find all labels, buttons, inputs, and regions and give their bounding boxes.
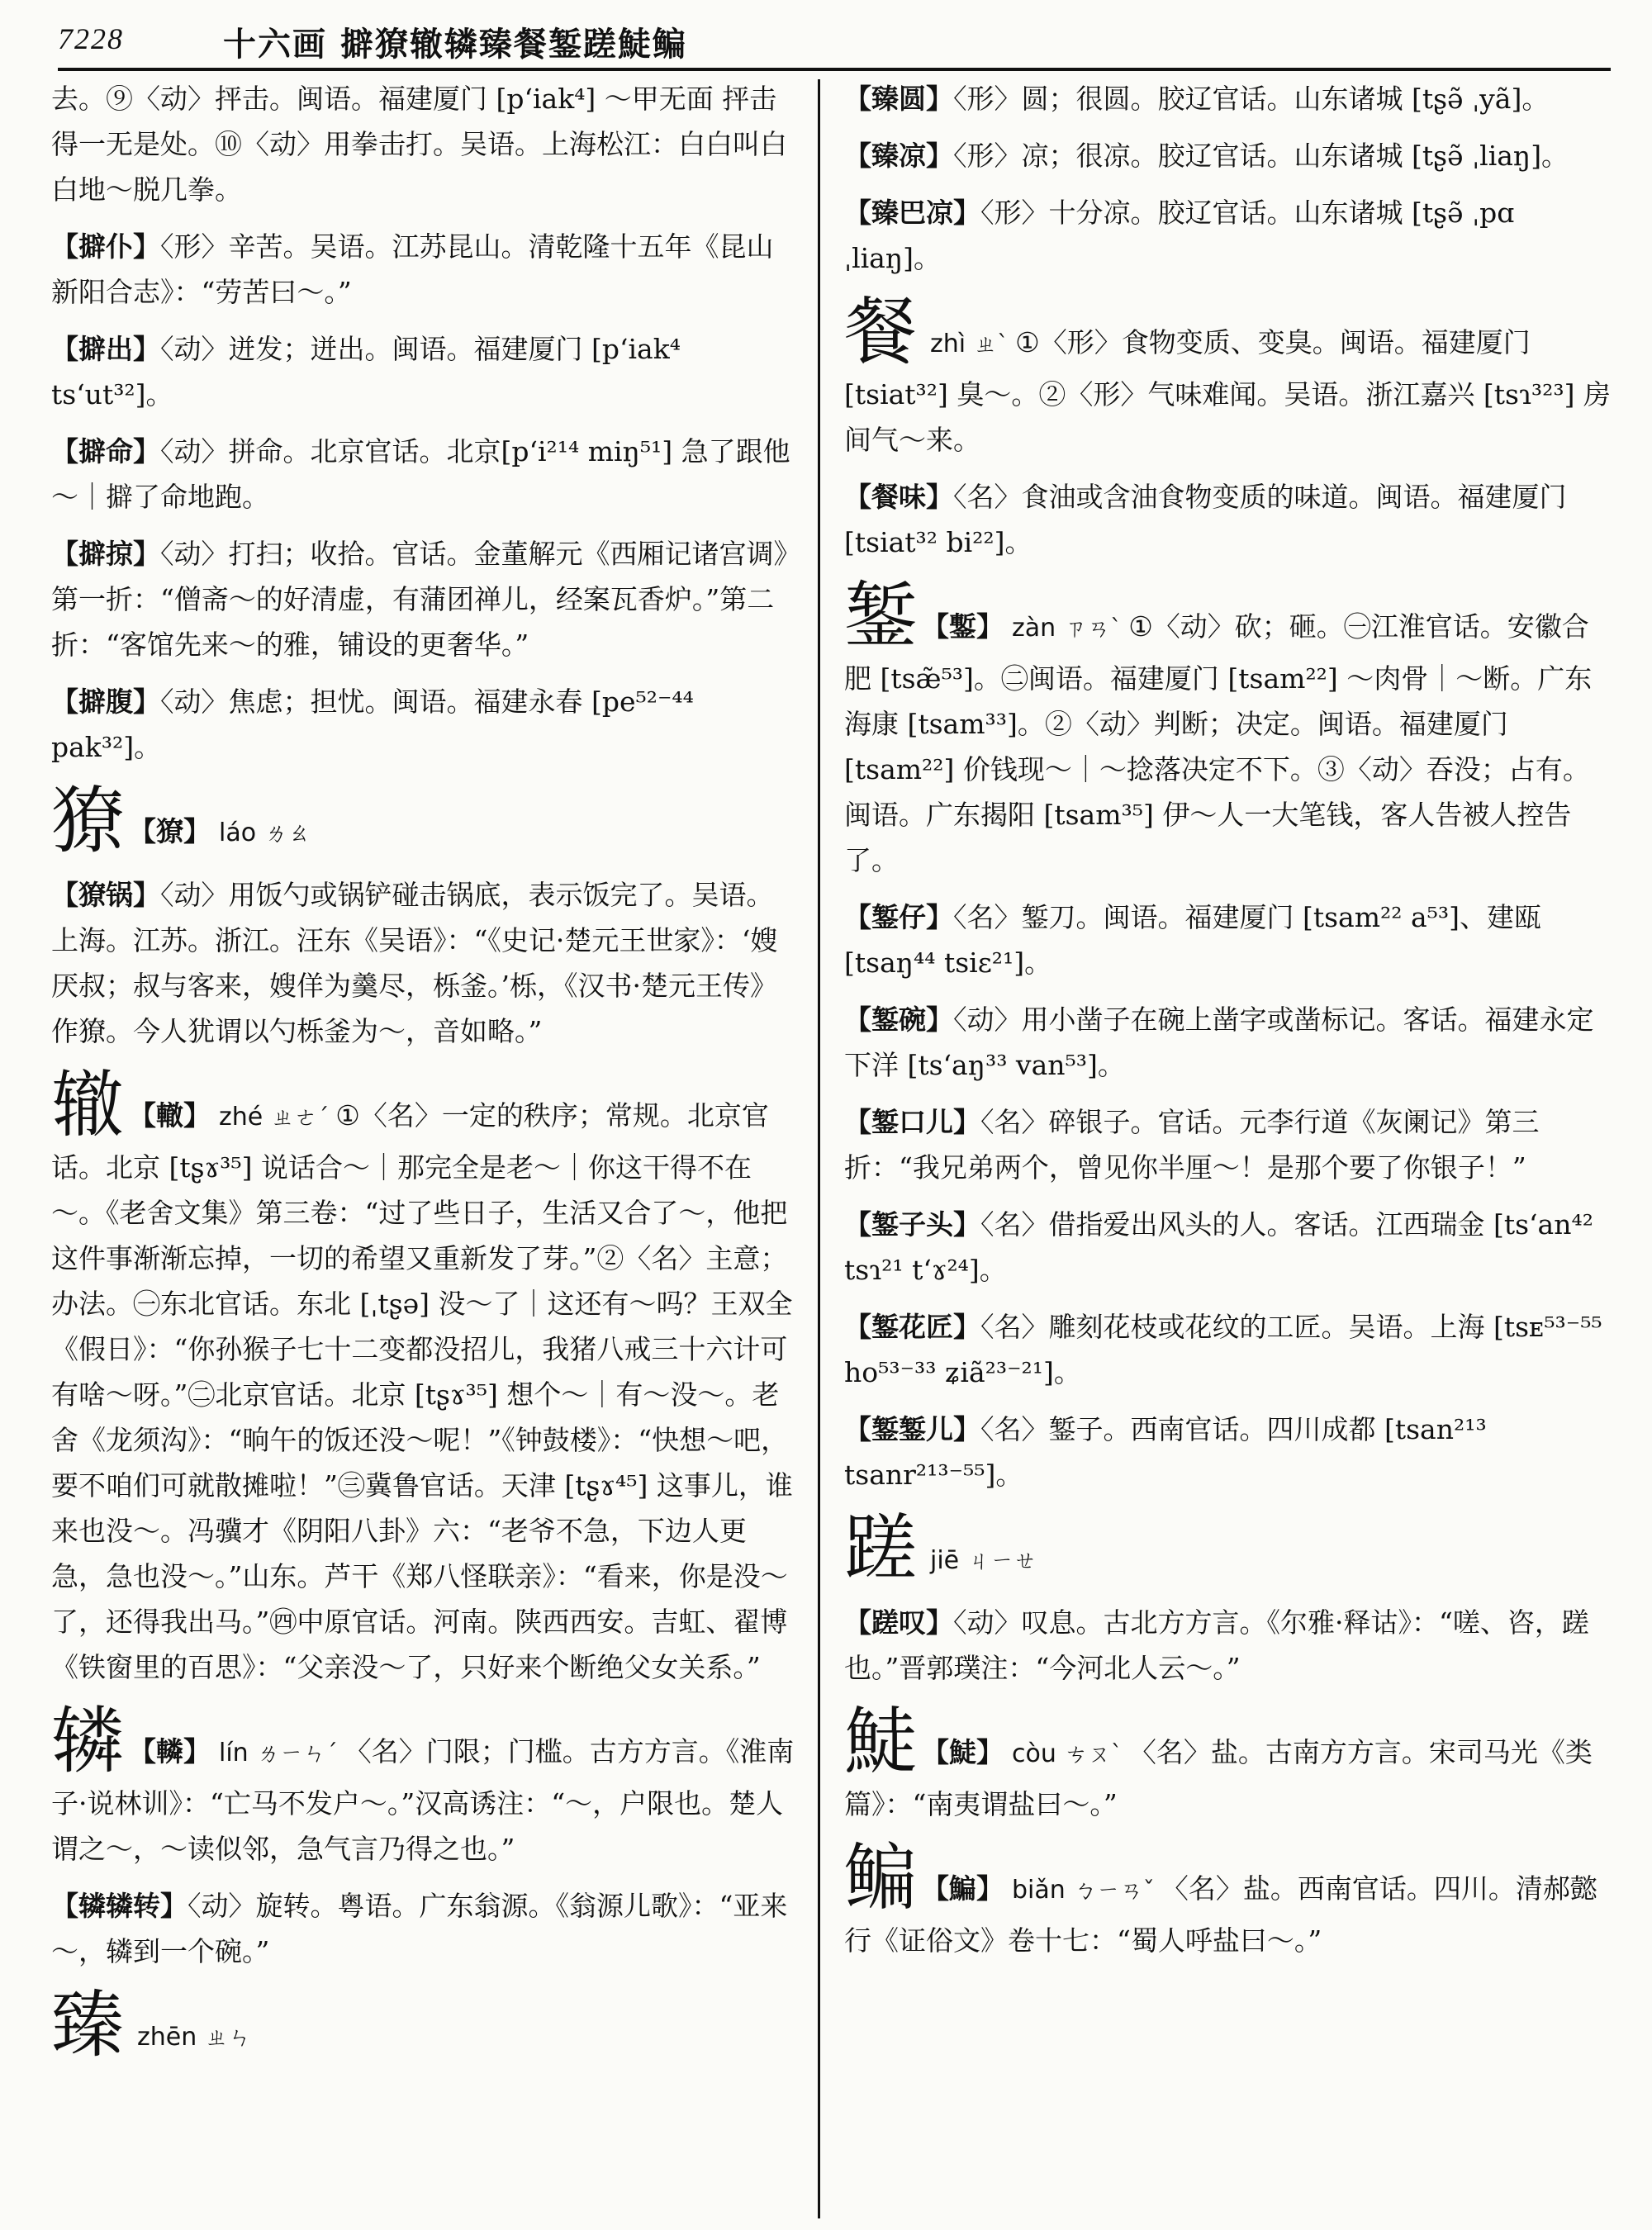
headword-pinyin: zhé: [219, 1103, 263, 1132]
entry-term: 【擗仆】: [51, 230, 160, 263]
headword-cou: [844, 1699, 1611, 1827]
entry-term: 【錾仔】: [844, 901, 953, 933]
entry-def: 〈动〉迸发；迸出。闽语。福建厦门 [p‘iak⁴ ts‘ut³²]。: [51, 333, 681, 410]
entry-def: 〈形〉圆；很圆。胶辽官话。山东诸城 [tʂə̃ ˌyã]。: [953, 83, 1550, 115]
entry-term: 【擗命】: [51, 435, 160, 467]
headword-zhuyin: ㄗㄢˋ: [1064, 614, 1123, 642]
entry-term: 【錾花匠】: [844, 1311, 980, 1343]
column-divider: [818, 79, 820, 2218]
entry-term: 【錾子头】: [844, 1208, 980, 1241]
entry-def: 〈动〉叹息。古北方方言。《尔雅·释诂》：“嗟、咨，蹉也。”晋郭璞注：“今河北人云～。”: [844, 1606, 1589, 1684]
entry-def: 〈形〉辛苦。吴语。江苏昆山。清乾隆十五年《昆山新阳合志》：“劳苦曰～。”: [51, 230, 774, 308]
headword-char: 錾: [844, 573, 918, 658]
headword-zhi: [844, 289, 1611, 463]
entry: [51, 1883, 795, 1974]
headword-definition: ①〈形〉食物变质、变臭。闽语。福建厦门 [tsiat³²] 臭～。②〈形〉气味难闻。吴语。浙江嘉兴 [tsɿ³²³] 房间气～来。: [844, 326, 1611, 456]
headword-pinyin: jiē: [930, 1546, 960, 1575]
entry-def: 〈名〉食油或含油食物变质的味道。闽语。福建厦门 [tsiat³² bi²²]。: [844, 481, 1567, 558]
headword-zhuyin: ㄓㄣ: [205, 2024, 252, 2051]
entry: [51, 429, 795, 520]
entry-def: 〈形〉十分凉。胶辽官话。山东诸城 [tʂə̃ ˌpɑ ˌliaŋ]。: [844, 197, 1515, 274]
entry-def: 〈名〉錾子。西南官话。四川成都 [tsan²¹³ tsanr²¹³⁻⁵⁵]。: [844, 1413, 1487, 1491]
headword-pinyin: zhì: [930, 330, 966, 358]
entry-term: 【辚辚转】: [51, 1890, 188, 1922]
entry: [844, 133, 1611, 178]
headword-definition: 〈名〉盐。古南方方言。宋司马光《类篇》：“南夷谓盐曰～。”: [844, 1736, 1593, 1820]
headword-alt: 【鯐】: [922, 1736, 1004, 1768]
entry-term: 【臻巴凉】: [844, 197, 980, 229]
entry: [844, 1600, 1611, 1691]
entry: [844, 190, 1611, 281]
entry-def: 〈动〉旋转。粤语。广东翁源。《翁源儿歌》：“亚来～，辚到一个碗。”: [51, 1890, 788, 1967]
headword-alt: 【鯿】: [922, 1872, 1004, 1905]
right-column: [844, 76, 1611, 2223]
headword-pinyin: láo: [219, 818, 257, 847]
headword-char: 辚: [51, 1698, 125, 1783]
headword-zhuyin: ㄌㄧㄣˊ: [256, 1739, 338, 1767]
entry: [51, 679, 795, 770]
headword-char: 辙: [51, 1062, 125, 1147]
entry-term: 【擗掠】: [51, 538, 160, 570]
entry: [844, 474, 1611, 565]
entry: [844, 997, 1611, 1088]
headword-zan: [844, 573, 1611, 883]
headword-pinyin: còu: [1012, 1739, 1056, 1768]
entry: [844, 1407, 1611, 1497]
headword-char: 鳊: [844, 1835, 918, 1920]
entry-term: 【錾口儿】: [844, 1106, 980, 1138]
entry-term: 【餐味】: [844, 481, 953, 513]
entry: [51, 224, 795, 315]
headword-alt: 【轍】: [129, 1099, 211, 1132]
entry-def: 〈名〉借指爱出风头的人。客话。江西瑞金 [ts‘an⁴² tsɿ²¹ t‘ɤ²⁴]。: [844, 1208, 1593, 1286]
entry-def: 〈名〉錾刀。闽语。福建厦门 [tsam²² a⁵³]、建瓯 [tsaŋ⁴⁴ tsiɛ²¹]。: [844, 901, 1541, 979]
headword-pinyin: biǎn: [1012, 1876, 1066, 1905]
entry: [51, 872, 795, 1054]
headword-alt: 【獠】: [129, 815, 211, 847]
entry-def: 〈名〉雕刻花枝或花纹的工匠。吴语。上海 [tsᴇ⁵³⁻⁵⁵ ho⁵³⁻³³ ʑiã²³⁻²¹]。: [844, 1311, 1602, 1388]
page-number: 7228: [58, 22, 124, 55]
entry-def: 〈动〉用小凿子在碗上凿字或凿标记。客话。福建永定下洋 [ts‘aŋ³³ van⁵³]。: [844, 1004, 1594, 1081]
headword-char: 蹉: [844, 1506, 918, 1591]
left-column: [51, 76, 795, 2223]
header-rule: [58, 68, 1611, 71]
headword-definition: ①〈动〉砍；砸。㊀江淮官话。安徽合肥 [tsæ̃⁵³]。㊁闽语。福建厦门 [tsam²²] ～肉骨｜～断。广东海康 [tsam³³]。②〈动〉判断；决定。闽语。福建厦门 [tsam²²] 价钱现～｜～捻落决定不下。③〈动〉吞没；占有。闽语。广东揭阳 [tsam³⁵] 伊～人一大笔钱，客人告被人控告了。: [844, 610, 1593, 876]
entry: [844, 894, 1611, 985]
headword-zhuyin: ㄓˋ: [974, 330, 1009, 358]
headword-definition: ①〈名〉一定的秩序；常规。北京官话。北京 [tʂɤ³⁵] 说话合～｜那完全是老～｜你这干得不在～。《老舍文集》第三卷：“过了些日子，生活又合了～，他把这件事渐渐忘掉，一切的希望又重新发了芽。”②〈名〉主意；办法。㊀东北官话。东北 [ˌtʂə] 没～了｜这还有～吗？王双全《假日》：“你孙猴子七十二变都没招儿，我猪八戒三十六计可有啥～呀。”㊁北京官话。北京 [tʂɤ³⁵] 想个～｜有～没～。老舍《龙须沟》：“晌午的饭还没～呢！”《钟鼓楼》：“快想～吧，要不咱们可就散摊啦！”㊂冀鲁官话。天津 [tʂɤ⁴⁵] 这事儿，谁来也没～。冯骥才《阴阳八卦》六：“老爷不急，下边人更急，急也没～。”山东。芦干《郑八怪联亲》：“看来，你是没～了，还得我出马。”㊃中原官话。河南。陕西西安。吉虹、翟博《铁窗里的百思》：“父亲没～了，只好来个断绝父女关系。”: [51, 1099, 793, 1683]
headword-zhe: [51, 1062, 795, 1690]
entry-term: 【擗出】: [51, 333, 160, 365]
entry-def: 〈动〉用饭勺或锅铲碰击锅底，表示饭完了。吴语。上海。江苏。浙江。汪东《吴语》：“《史记·楚元王世家》：‘嫂厌叔；叔与客来，嫂佯为羹尽，栎釜。’栎，《汉书·楚元王传》作獠。今人犹谓以勺栎釜为～，音如略。”: [51, 879, 778, 1047]
headword-jie: [844, 1506, 1611, 1591]
headword-definition: 〈名〉门限；门槛。古方方言。《淮南子·说林训》：“亡马不发户～。”汉高诱注：“～，户限也。楚人谓之～，～读似邻，急气言乃得之也。”: [51, 1735, 795, 1865]
headword-zhuyin: ㄅㄧㄢˇ: [1073, 1877, 1155, 1904]
headword-char: 臻: [51, 1982, 125, 2067]
entry: [844, 1099, 1611, 1190]
entry-term: 【擗腹】: [51, 686, 160, 718]
entry: [844, 1202, 1611, 1293]
entry-term: 【獠锅】: [51, 879, 160, 911]
headword-zhuyin: ㄓㄜˊ: [271, 1103, 330, 1131]
entry-def: 〈名〉碎银子。官话。元李行道《灰阑记》第三折：“我兄弟两个，曾见你半厘～！是那个要了你银子！”: [844, 1106, 1540, 1184]
entry: [844, 1304, 1611, 1395]
entry-term: 【蹉叹】: [844, 1606, 953, 1639]
entry-term: 【臻凉】: [844, 140, 953, 172]
headword-char: 獠: [51, 778, 125, 863]
entry-term: 【臻圆】: [844, 83, 953, 115]
headword-char: 餐: [844, 289, 918, 374]
headword-zhuyin: ㄌㄠ: [264, 819, 311, 847]
entry-list-pi: [51, 224, 795, 770]
entry-def: 〈动〉焦虑；担忧。闽语。福建永春 [pe⁵²⁻⁴⁴ pak³²]。: [51, 686, 694, 763]
page-header: [58, 18, 1611, 64]
headword-char: 鯐: [844, 1699, 918, 1784]
entry-def: 〈动〉打扫；收拾。官话。金董解元《西厢记诸宫调》第一折：“僧斋～的好清虚，有蒲团禅儿，经案瓦香炉。”第二折：“客馆先来～的雅，铺设的更奢华。”: [51, 538, 787, 661]
entry-def: 〈动〉拼命。北京官话。北京[p‘i²¹⁴ miŋ⁵¹] 急了跟他～｜擗了命地跑。: [51, 435, 790, 513]
headword-zhuyin: ㄘㄡˋ: [1064, 1740, 1123, 1767]
headword-alt: 【鏨】: [922, 610, 1004, 643]
entry: [844, 76, 1611, 121]
headword-bian: [844, 1835, 1611, 1963]
headword-zhuyin: ㄐㄧㄝ: [967, 1547, 1037, 1574]
headword-alt: 【轔】: [129, 1735, 211, 1767]
entry-term: 【錾錾儿】: [844, 1413, 980, 1445]
running-heading: 十六画 擗獠辙辚臻餐錾蹉鯐鳊: [223, 25, 687, 64]
headword-lao: [51, 778, 795, 863]
headword-definition: 〈名〉盐。西南官话。四川。清郝懿行《证俗文》卷十七：“蜀人呼盐曰～。”: [844, 1872, 1597, 1957]
continuation-text: 去。⑨〈动〉抨击。闽语。福建厦门 [p‘iak⁴] ～甲无面 抨击得一无是处。⑩〈动〉用拳击打。吴语。上海松江：白白叫白白地～脱几拳。: [51, 83, 787, 206]
entry: [51, 531, 795, 667]
entry-def: 〈形〉凉；很凉。胶辽官话。山东诸城 [tʂə̃ ˌliaŋ]。: [953, 140, 1569, 172]
headword-pinyin: lín: [219, 1739, 249, 1767]
entry-term: 【錾碗】: [844, 1004, 953, 1036]
headword-pinyin: zàn: [1012, 614, 1056, 643]
headword-lin: [51, 1698, 795, 1872]
headword-pinyin: zhēn: [137, 2023, 197, 2052]
headword-zhen: [51, 1982, 795, 2067]
entry: [51, 326, 795, 417]
